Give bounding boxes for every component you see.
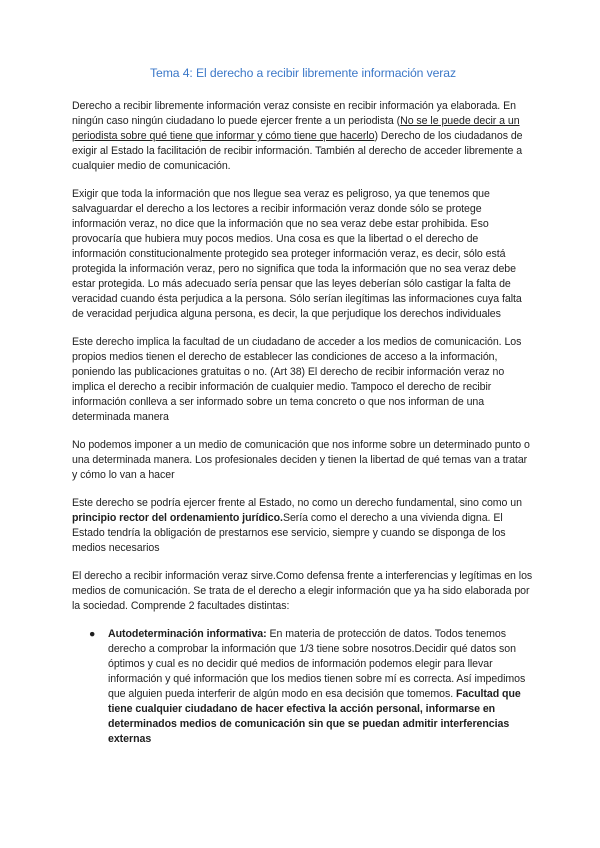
document-title: Tema 4: El derecho a recibir libremente información veraz	[150, 66, 456, 80]
list-item-text: En materia de protección de datos. Todos tenemos derecho a comprobar la información que 1/3 tiene sobre nosotros.Decidir qué datos son óptimos y cual es no decidir qué medios de información podemos elegir para llevar información y qué información que los medios tienen sobre mí es correcta. Así impedimos que alguien pueda interferir de algún modo en esa decisión que tomemos.	[108, 628, 526, 700]
paragraph-3: Este derecho implica la facultad de un ciudadano de acceder a los medios de comunicación. Los propios medios tienen el derecho de establecer las condiciones de acceso a la información, poniendo las publicaciones gratuitas o no. (Art 38) El derecho de recibir información veraz no implica el derecho a recibir información de cualquier medio. Tampoco el derecho de recibir información conlleva a ser informado sobre un tema concreto o que nos informan de una determinada manera	[72, 336, 522, 423]
paragraph-5-text-b: Sería como el derecho a una vivienda digna. El Estado tendría la obligación de prestarnos ese servicio, siempre y cuando se disponga de los medios necesarios	[72, 512, 506, 554]
paragraph-5-bold: principio rector del ordenamiento jurídico.	[72, 512, 283, 524]
list-item-bold-text: Facultad que tiene cualquier ciudadano de hacer efectiva la acción personal, informarse en determinados medios de comunicación sin que se puedan admitir interferencias externas	[108, 688, 521, 745]
paragraph-4: No podemos imponer a un medio de comunicación que nos informe sobre un determinado punto o una determinada manera. Los profesionales deciden y tienen la libertad de qué temas van a tratar y cómo lo van a hacer	[72, 439, 530, 481]
paragraph-6: El derecho a recibir información veraz sirve.Como defensa frente a interferencias y legítimas en los medios de comunicación. Se trata de el derecho a elegir información que ya ha sido elaborada por la sociedad. Comprende 2 facultades distintas:	[72, 570, 533, 612]
document-page	[72, 66, 534, 747]
paragraph-1-underlined: No se le puede decir a un periodista sobre qué tiene que informar y cómo tiene que hacerlo	[72, 115, 520, 142]
facultades-list	[72, 627, 534, 747]
paragraph-1-text-a: Derecho a recibir libremente información veraz consiste en recibir información ya elaborada. En ningún caso ningún ciudadano lo puede ejercer frente a un periodista (	[72, 100, 516, 127]
list-item-heading: Autodeterminación informativa:	[108, 628, 267, 640]
paragraph-5-text-a: Este derecho se podría ejercer frente al Estado, no como un derecho fundamental, sino como un	[72, 497, 522, 509]
paragraph-5	[72, 496, 534, 556]
paragraph-2: Exigir que toda la información que nos llegue sea veraz es peligroso, ya que tenemos que salvaguardar el derecho a los lectores a recibir información veraz donde sólo se protege información veraz, no dice que la información que no sea veraz debe estar prohibida. Eso provocaría que hubiera muy pocos medios. Una cosa es que la libertad o el derecho de información constitucionalmente protegido sea proteger información veraz, es decir, sólo está protegida la información veraz, pero no significa que toda la información que no sea veraz debe estar protegida. Lo más adecuado sería pensar que las leyes deberían sólo castigar la falta de veracidad cuando ésta perjudica a la persona. Sólo serían ilegítimas las informaciones cuya falta de veracidad perjudica alguna persona, es decir, la que perjudique los derechos individuales	[72, 188, 522, 320]
bullet-icon: ●	[89, 628, 96, 640]
paragraph-1	[72, 99, 534, 174]
paragraph-1-text-b: ) Derecho de los ciudadanos de exigir al Estado la facilitación de recibir información. También al derecho de acceder libremente a cualquier medio de comunicación.	[72, 130, 523, 172]
list-item	[72, 627, 534, 747]
